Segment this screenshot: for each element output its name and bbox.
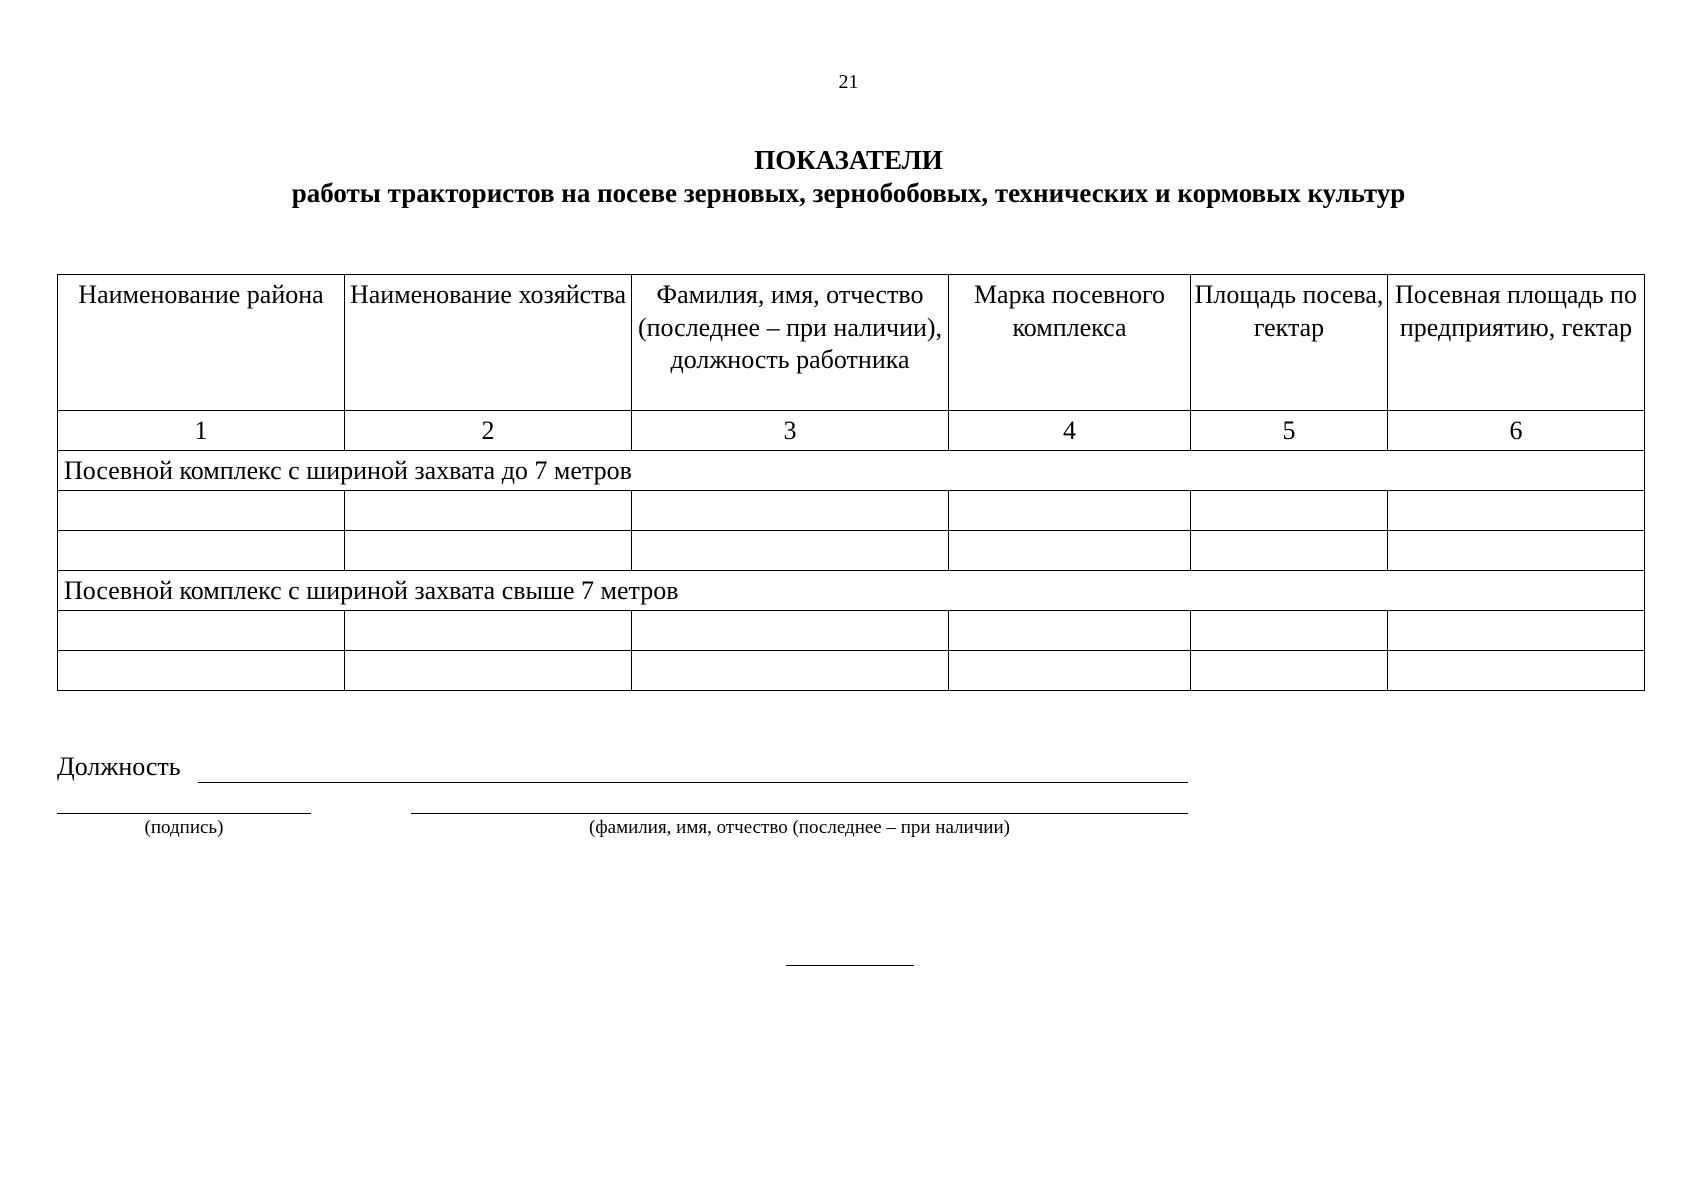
full-name-line[interactable] <box>411 813 1188 814</box>
full-name-caption: (фамилия, имя, отчество (последнее – при наличии) <box>589 817 1010 838</box>
page-number: 21 <box>838 71 859 93</box>
header-sown-area: Площадь посева, гектар <box>1191 275 1388 411</box>
document-subtitle: работы трактористов на посеве зерновых, зернобобовых, технических и кормовых культур <box>291 178 1406 208</box>
position-label: Должность <box>57 752 181 781</box>
header-enterprise-area: Посевная площадь по предприятию, гектар <box>1388 275 1645 411</box>
column-number: 2 <box>345 411 632 451</box>
column-number: 4 <box>949 411 1191 451</box>
signature-caption: (подпись) <box>144 817 224 838</box>
position-line[interactable] <box>198 782 1188 783</box>
end-separator-line <box>786 965 914 966</box>
column-number: 1 <box>58 411 345 451</box>
document-title: ПОКАЗАТЕЛИ <box>754 145 943 175</box>
header-farm: Наименование хозяйства <box>345 275 632 411</box>
signature-line[interactable] <box>57 813 311 814</box>
column-number: 3 <box>632 411 949 451</box>
header-complex-brand: Марка посевного комплекса <box>949 275 1191 411</box>
column-number: 5 <box>1191 411 1388 451</box>
header-worker: Фамилия, имя, отчество (последнее – при наличии), должность работника <box>632 275 949 411</box>
column-number: 6 <box>1388 411 1645 451</box>
header-district: Наименование района <box>58 275 345 411</box>
section-label: Посевной комплекс с шириной захвата свыше 7 метров <box>58 571 1645 611</box>
section-label: Посевной комплекс с шириной захвата до 7 метров <box>58 451 1645 491</box>
